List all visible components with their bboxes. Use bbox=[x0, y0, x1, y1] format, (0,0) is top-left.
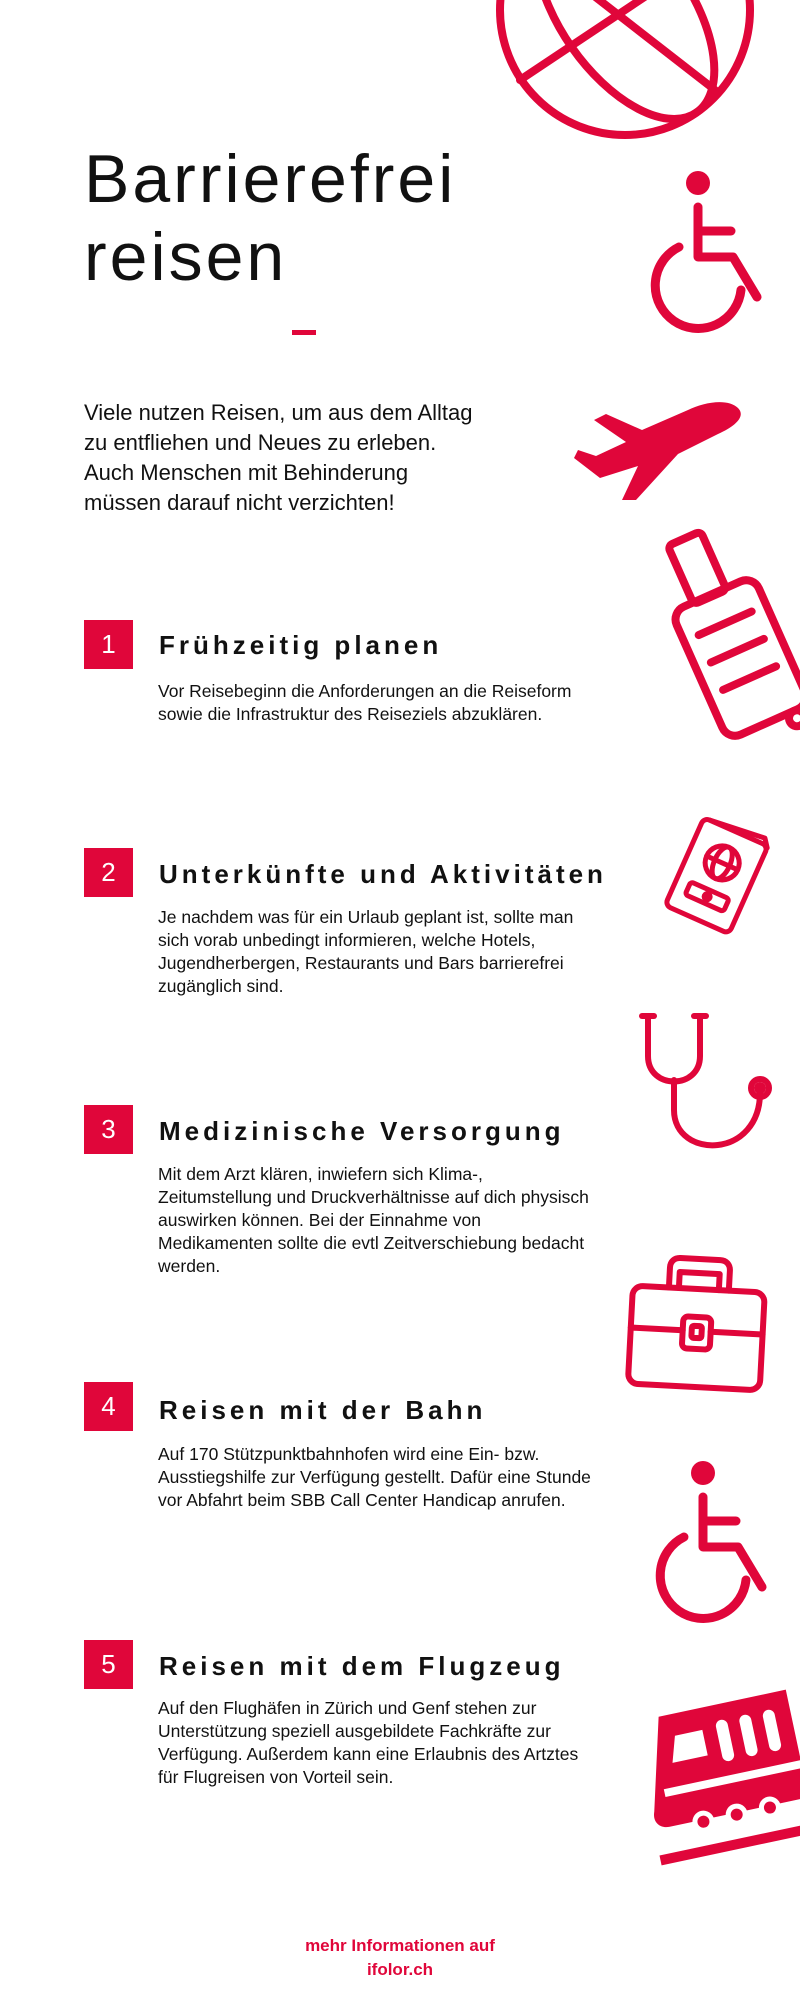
step-2-title: Unterkünfte und Aktivitäten bbox=[159, 859, 607, 889]
title-accent-dash bbox=[292, 330, 316, 335]
page-title bbox=[84, 140, 504, 296]
step-5-title: Reisen mit dem Flugzeug bbox=[159, 1651, 565, 1681]
globe-icon bbox=[490, 0, 760, 150]
step-4-text: Auf 170 Stützpunktbahnhofen wird eine Ein- bzw. Ausstiegshilfe zur Verfügung gestellt. Dafür eine Stunde vor Abfahrt beim SBB Call Center Handicap anrufen. bbox=[158, 1444, 591, 1510]
briefcase-icon bbox=[625, 1255, 770, 1395]
suitcase-icon bbox=[675, 520, 800, 745]
footer-line-2: ifolor.ch bbox=[366, 1960, 434, 1979]
wheelchair-icon-2 bbox=[650, 1455, 775, 1610]
step-2-text: Je nachdem was für ein Urlaub geplant ist, sollte man sich vorab unbedingt informieren, welche Hotels, Jugendherbergen, Restaurants und Bars barrierefrei zugänglich sind. bbox=[158, 907, 574, 996]
step-1-number: 1 bbox=[84, 620, 133, 669]
step-1-text: Vor Reisebeginn die Anforderungen an die Reiseform sowie die Infrastruktur des Reiseziels abzuklären. bbox=[158, 681, 572, 724]
intro-text: Viele nutzen Reisen, um aus dem Alltag zu entfliehen und Neues zu erleben. Auch Menschen mit Behinderung müssen darauf nicht verzichten! bbox=[84, 400, 473, 515]
step-5-text: Auf den Flughäfen in Zürich und Genf stehen zur Unterstützung speziell ausgebildete Fachkräfte zur Verfügung. Außerdem kann eine Erlaubnis des Artztes für Flugreisen von Vorteil sein. bbox=[158, 1698, 579, 1787]
step-2-number: 2 bbox=[84, 848, 133, 897]
step-4-title: Reisen mit der Bahn bbox=[159, 1395, 487, 1425]
step-1-title: Frühzeitig planen bbox=[159, 630, 443, 660]
footer-link-text bbox=[0, 1934, 800, 1982]
step-5-number: 5 bbox=[84, 1640, 133, 1689]
title-line-2: reisen bbox=[84, 219, 288, 295]
step-3-text: Mit dem Arzt klären, inwiefern sich Klima-, Zeitumstellung und Druckverhältnisse auf dich physisch auswirken können. Bei der Einnahme von Medikamenten sollte die evtl Zeitverschiebung bedacht werden. bbox=[158, 1164, 589, 1276]
footer-line-1: mehr Informationen auf bbox=[305, 1936, 495, 1955]
step-3-title: Medizinische Versorgung bbox=[159, 1116, 565, 1146]
stethoscope-icon bbox=[638, 1010, 773, 1150]
step-4-number: 4 bbox=[84, 1382, 133, 1431]
wheelchair-icon bbox=[645, 165, 770, 320]
train-icon bbox=[640, 1665, 800, 1870]
passport-icon bbox=[665, 820, 770, 935]
airplane-icon bbox=[578, 400, 743, 505]
title-line-1: Barrierefrei bbox=[84, 141, 457, 217]
step-3-number: 3 bbox=[84, 1105, 133, 1154]
